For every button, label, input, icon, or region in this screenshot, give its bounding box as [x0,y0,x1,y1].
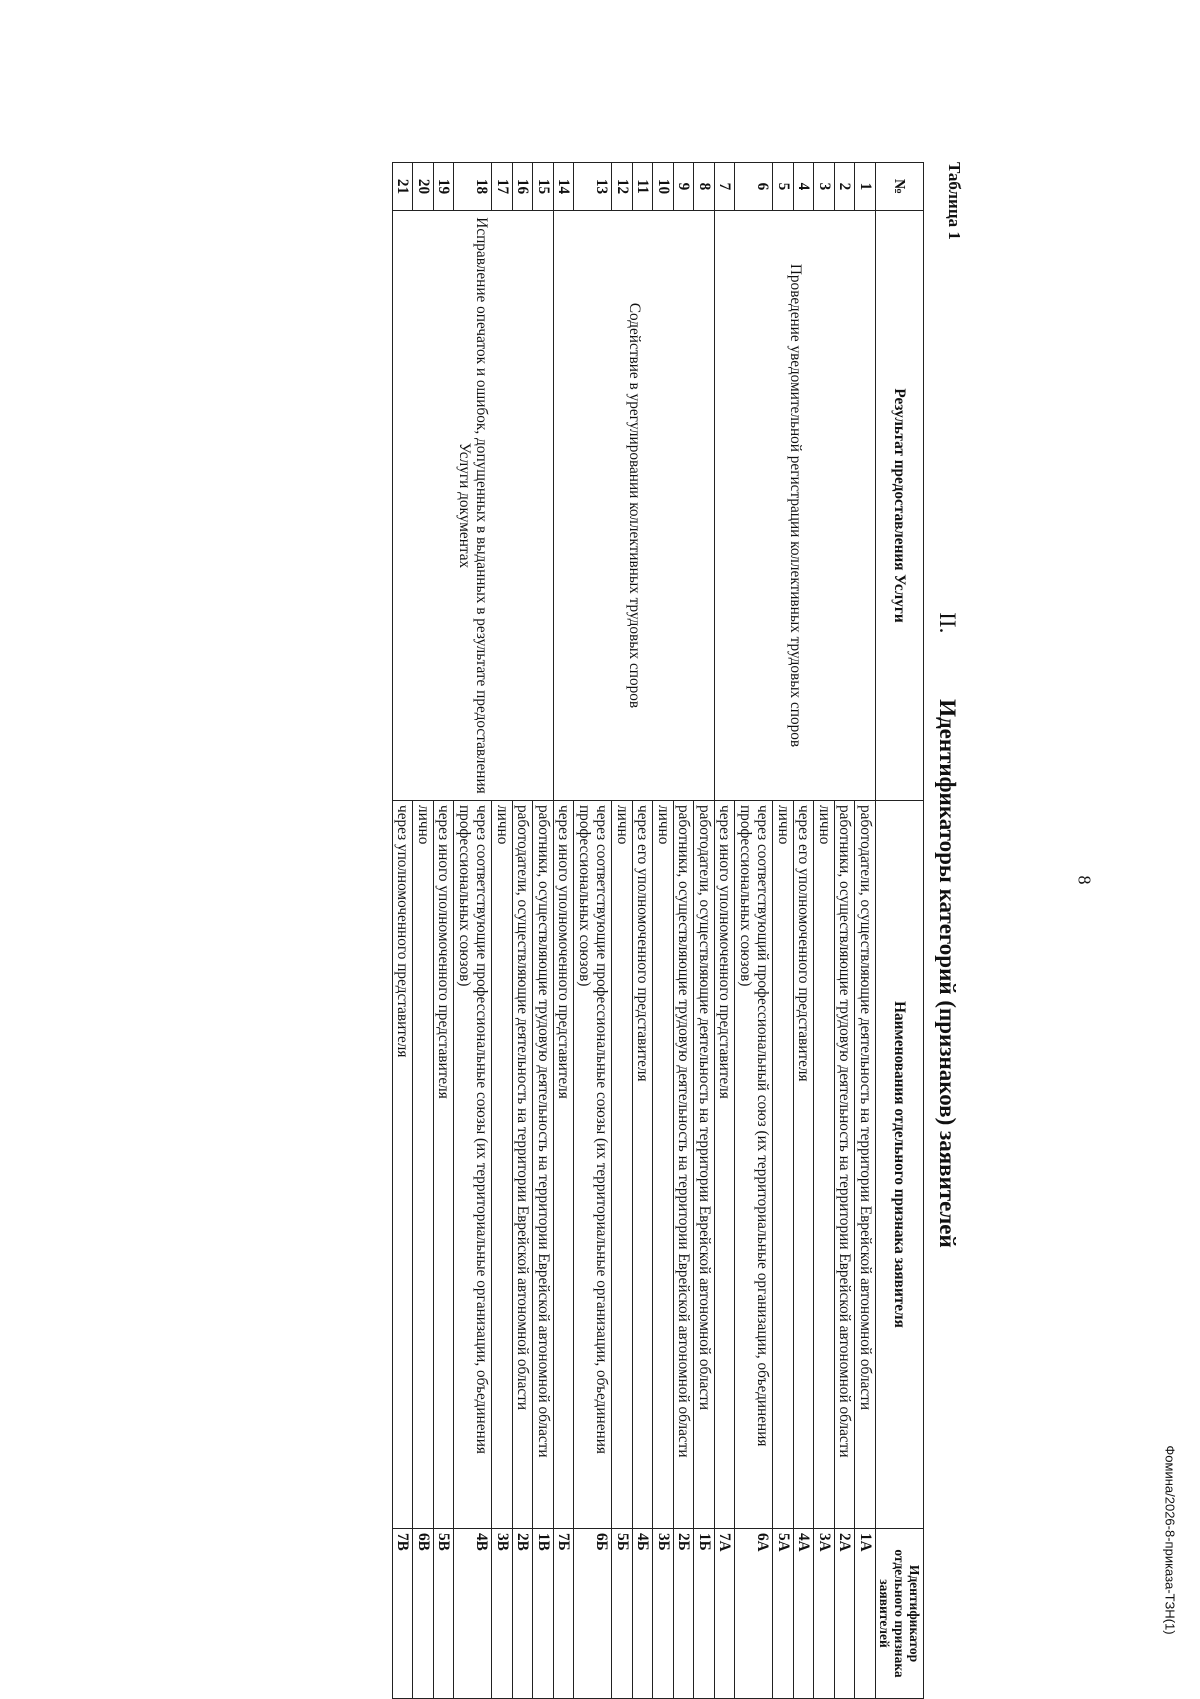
applicant-attribute-name: работники, осуществляющие трудовую деятельность на территории Еврейской автономной области [533,801,554,1529]
row-number: 10 [653,163,674,211]
applicant-attribute-name: через соответствующий профессиональный союз (их территориальные организации, объединения профессиональных союзов) [735,801,773,1529]
row-number: 2 [835,163,856,211]
attribute-identifier: 6Б [574,1529,612,1699]
table-header-row [876,163,924,1699]
section-numeral: II. [935,612,960,634]
attribute-identifier: 4А [794,1529,815,1699]
applicant-attribute-name: через соответствующие профессиональные союзы (их территориальные организации, объединения профессиональных союзов) [454,801,492,1529]
table-caption: Таблица 1 [945,162,964,240]
applicant-attribute-name: работодатели, осуществляющие деятельность на территории Еврейской автономной области [855,801,876,1529]
table-row [855,163,876,1699]
row-number: 7 [715,163,736,211]
section-heading [924,162,970,1698]
row-number: 14 [554,163,575,211]
header-name: Наименования отдельного признака заявителя [876,801,924,1529]
row-number: 18 [454,163,492,211]
applicant-attribute-name: лично [413,801,434,1529]
applicant-attribute-name: лично [653,801,674,1529]
attribute-identifier: 4В [454,1529,492,1699]
attribute-identifier: 6А [735,1529,773,1699]
row-number: 12 [612,163,633,211]
applicant-attribute-name: через уполномоченного представителя [393,801,414,1529]
attribute-identifier: 2В [513,1529,534,1699]
identifiers-table [392,162,924,1699]
attribute-identifier: 5Б [612,1529,633,1699]
row-number: 16 [513,163,534,211]
row-number: 15 [533,163,554,211]
result-group-cell: Исправление опечаток и ошибок, допущенных в выданных в результате предоставления Услуги документах [393,211,554,801]
document-footer-id: Фомина/2026-8-приказа-ТЗН(1) [1162,1445,1178,1635]
section-title: Идентификаторы категорий (признаков) заявителей [935,699,960,1248]
attribute-identifier: 1Б [694,1529,715,1699]
page-number: 8 [1074,875,1095,885]
header-result: Результат предоставления Услуги [876,211,924,801]
row-number: 13 [574,163,612,211]
attribute-identifier: 6В [413,1529,434,1699]
applicant-attribute-name: работодатели, осуществляющие деятельность на территории Еврейской автономной области [513,801,534,1529]
applicant-attribute-name: через иного уполномоченного представителя [554,801,575,1529]
applicant-attribute-name: работодатели, осуществляющие деятельность на территории Еврейской автономной области [694,801,715,1529]
attribute-identifier: 3Б [653,1529,674,1699]
applicant-attribute-name: лично [492,801,513,1529]
applicant-attribute-name: через соответствующие профессиональные союзы (их территориальные организации, объединения профессиональных союзов) [574,801,612,1529]
row-number: 1 [855,163,876,211]
header-num: № [876,163,924,211]
rotated-page-content [120,162,970,1698]
applicant-attribute-name: лично [814,801,835,1529]
attribute-identifier: 7А [715,1529,736,1699]
attribute-identifier: 2Б [674,1529,695,1699]
applicant-attribute-name: через иного уполномоченного представителя [434,801,455,1529]
attribute-identifier: 3В [492,1529,513,1699]
applicant-attribute-name: работники, осуществляющие трудовую деятельность на территории Еврейской автономной области [674,801,695,1529]
row-number: 5 [773,163,794,211]
row-number: 17 [492,163,513,211]
applicant-attribute-name: через иного уполномоченного представителя [715,801,736,1529]
row-number: 8 [694,163,715,211]
attribute-identifier: 1А [855,1529,876,1699]
applicant-attribute-name: лично [773,801,794,1529]
table-row [694,163,715,1699]
row-number: 20 [413,163,434,211]
attribute-identifier: 5А [773,1529,794,1699]
applicant-attribute-name: через его уполномоченного представителя [633,801,654,1529]
table-row [533,163,554,1699]
row-number: 21 [393,163,414,211]
row-number: 3 [814,163,835,211]
attribute-identifier: 4Б [633,1529,654,1699]
row-number: 6 [735,163,773,211]
applicant-attribute-name: лично [612,801,633,1529]
attribute-identifier: 3А [814,1529,835,1699]
attribute-identifier: 1В [533,1529,554,1699]
row-number: 4 [794,163,815,211]
result-group-cell: Содействие в урегулировании коллективных трудовых споров [554,211,715,801]
attribute-identifier: 5В [434,1529,455,1699]
attribute-identifier: 7Б [554,1529,575,1699]
row-number: 19 [434,163,455,211]
result-group-cell: Проведение уведомительной регистрации коллективных трудовых споров [715,211,876,801]
row-number: 11 [633,163,654,211]
attribute-identifier: 7В [393,1529,414,1699]
table-body [393,163,876,1699]
applicant-attribute-name: работники, осуществляющие трудовую деятельность на территории Еврейской автономной области [835,801,856,1529]
row-number: 9 [674,163,695,211]
applicant-attribute-name: через его уполномоченного представителя [794,801,815,1529]
header-id: Идентификатор отдельного признака заявителей [876,1529,924,1699]
attribute-identifier: 2А [835,1529,856,1699]
